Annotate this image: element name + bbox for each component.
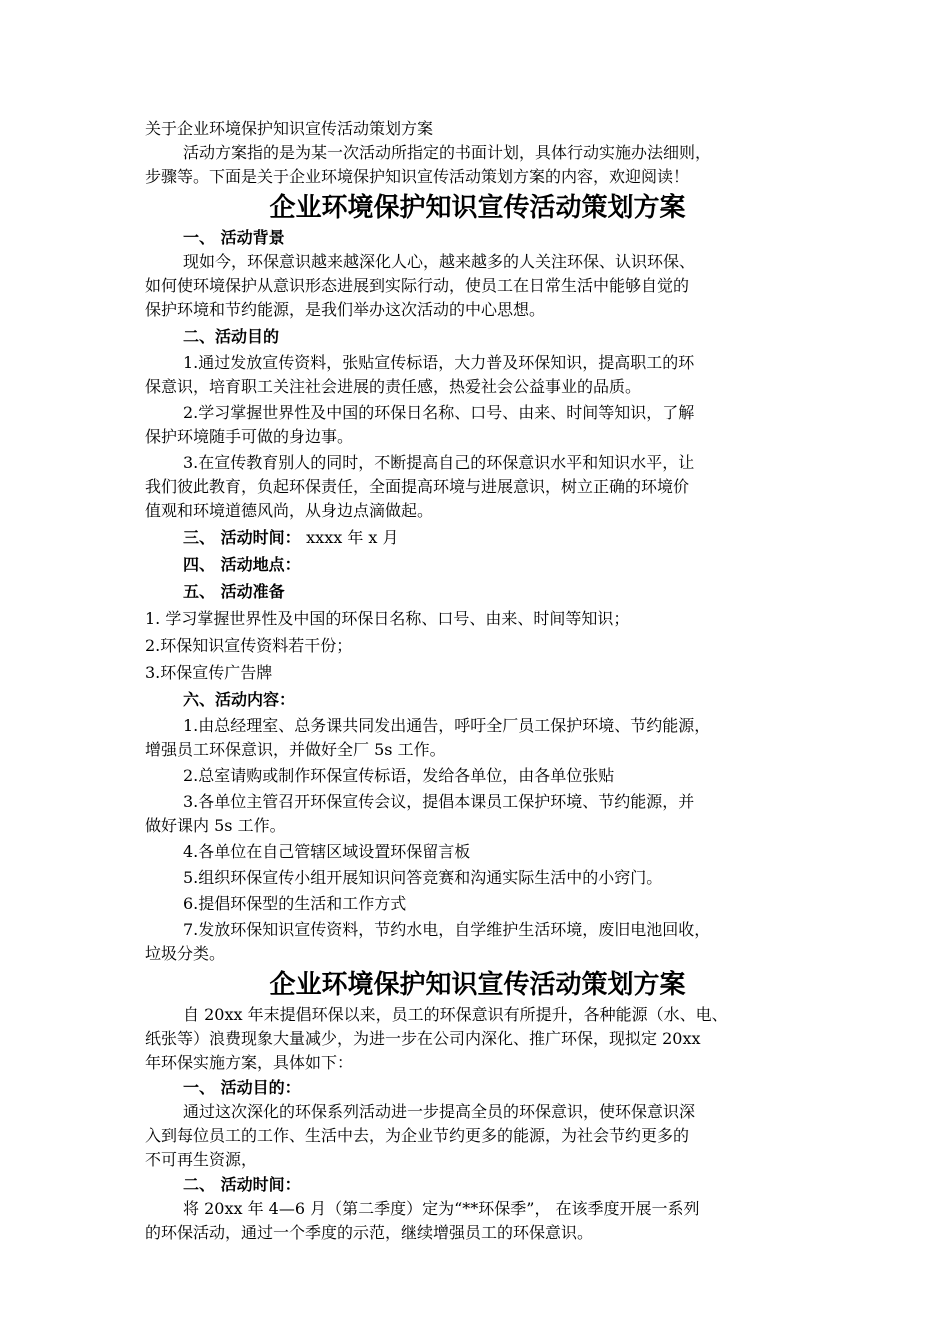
plan2-section2-heading: 二、 活动时间：	[183, 1175, 301, 1194]
plan1-section1-heading: 一、 活动背景	[183, 228, 285, 247]
plan1-section1-text	[145, 250, 810, 322]
list-item	[145, 790, 810, 838]
text-line: 不可再生资源，	[145, 1150, 258, 1169]
text-line: 2.总室请购或制作环保宣传标语，发给各单位，由各单位张贴	[183, 766, 615, 785]
list-item	[145, 764, 810, 788]
text-line: 6.提倡环保型的生活和工作方式	[183, 894, 407, 913]
list-item	[145, 840, 810, 864]
list-item: 1. 学习掌握世界性及中国的环保日名称、口号、由来、时间等知识；	[145, 609, 630, 628]
text-line: 活动方案指的是为某一次活动所指定的书面计划，具体行动实施办法细则，	[183, 143, 712, 162]
text-line: 3.在宣传教育别人的同时，不断提高自己的环保意识水平和知识水平，让	[183, 453, 695, 472]
text-line: 1.通过发放宣传资料，张贴宣传标语，大力普及环保知识，提高职工的环	[183, 353, 695, 372]
list-item	[145, 451, 810, 523]
plan1-section4-heading: 四、 活动地点：	[183, 555, 301, 574]
section-heading-label: 三、 活动时间：	[183, 528, 301, 547]
text-line: 我们彼此教育，负起环保责任，全面提高环境与进展意识，树立正确的环境价	[145, 477, 690, 496]
text-line: 做好课内 5s 工作。	[145, 816, 286, 835]
text-line: 值观和环境道德风尚，从身边点滴做起。	[145, 501, 434, 520]
document-page	[145, 117, 810, 1245]
text-line: 步骤等。下面是关于企业环境保护知识宣传活动策划方案的内容，欢迎阅读！	[145, 167, 690, 186]
activity-time-value: xxxx 年 x 月	[306, 528, 399, 547]
text-line: 3.各单位主管召开环保宣传会议，提倡本课员工保护环境、节约能源，并	[183, 792, 695, 811]
plan2-section1-heading: 一、 活动目的：	[183, 1078, 301, 1097]
text-line: 自 20xx 年末提倡环保以来，员工的环保意识有所提升，各种能源（水、电、	[183, 1005, 728, 1024]
plan1-section5-heading: 五、 活动准备	[183, 582, 285, 601]
list-item	[145, 866, 810, 890]
document-title: 关于企业环境保护知识宣传活动策划方案	[145, 119, 434, 138]
text-line: 将 20xx 年 4—6 月（第二季度）定为“**环保季”， 在该季度开展一系列	[183, 1199, 700, 1218]
plan1-section3-heading	[145, 526, 810, 550]
text-line: 保意识，培育职工关注社会进展的责任感，热爱社会公益事业的品质。	[145, 377, 642, 396]
text-line: 纸张等）浪费现象大量减少，为进一步在公司内深化、推广环保，现拟定 20xx	[145, 1029, 701, 1048]
text-line: 垃圾分类。	[145, 944, 226, 963]
text-line: 年环保实施方案，具体如下：	[145, 1053, 354, 1072]
intro-paragraph	[145, 141, 810, 189]
plan2-section2-text	[145, 1197, 810, 1245]
list-item	[145, 351, 810, 399]
text-line: 入到每位员工的工作、生活中去，为企业节约更多的能源，为社会节约更多的	[145, 1126, 690, 1145]
text-line: 5.组织环保宣传小组开展知识问答竞赛和沟通实际生活中的小窍门。	[183, 868, 663, 887]
text-line: 通过这次深化的环保系列活动进一步提高全员的环保意识，使环保意识深	[183, 1102, 696, 1121]
text-line: 保护环境和节约能源，是我们举办这次活动的中心思想。	[145, 300, 546, 319]
list-item	[145, 918, 810, 966]
list-item	[145, 892, 810, 916]
plan2-intro	[145, 1003, 810, 1075]
plan2-section1-text	[145, 1100, 810, 1172]
text-line: 1.由总经理室、总务课共同发出通告，呼吁全厂员工保护环境、节约能源，	[183, 716, 711, 735]
plan1-title: 企业环境保护知识宣传活动策划方案	[269, 193, 686, 223]
text-line: 如何使环境保护从意识形态进展到实际行动，使员工在日常生活中能够自觉的	[145, 276, 690, 295]
text-line: 7.发放环保知识宣传资料，节约水电，自学维护生活环境，废旧电池回收，	[183, 920, 711, 939]
list-item: 2.环保知识宣传资料若干份；	[145, 636, 353, 655]
text-line: 2.学习掌握世界性及中国的环保日名称、口号、由来、时间等知识，了解	[183, 403, 695, 422]
text-line: 现如今，环保意识越来越深化人心，越来越多的人关注环保、认识环保、	[183, 252, 696, 271]
plan2-title: 企业环境保护知识宣传活动策划方案	[269, 970, 686, 1000]
plan1-section2-heading: 二、活动目的	[183, 327, 280, 346]
list-item: 3.环保宣传广告牌	[145, 663, 273, 682]
text-line: 的环保活动，通过一个季度的示范，继续增强员工的环保意识。	[145, 1223, 594, 1242]
list-item	[145, 714, 810, 762]
plan1-section6-heading: 六、活动内容：	[183, 690, 296, 709]
text-line: 保护环境随手可做的身边事。	[145, 427, 354, 446]
text-line: 4.各单位在自己管辖区域设置环保留言板	[183, 842, 471, 861]
list-item	[145, 401, 810, 449]
text-line: 增强员工环保意识，并做好全厂 5s 工作。	[145, 740, 446, 759]
